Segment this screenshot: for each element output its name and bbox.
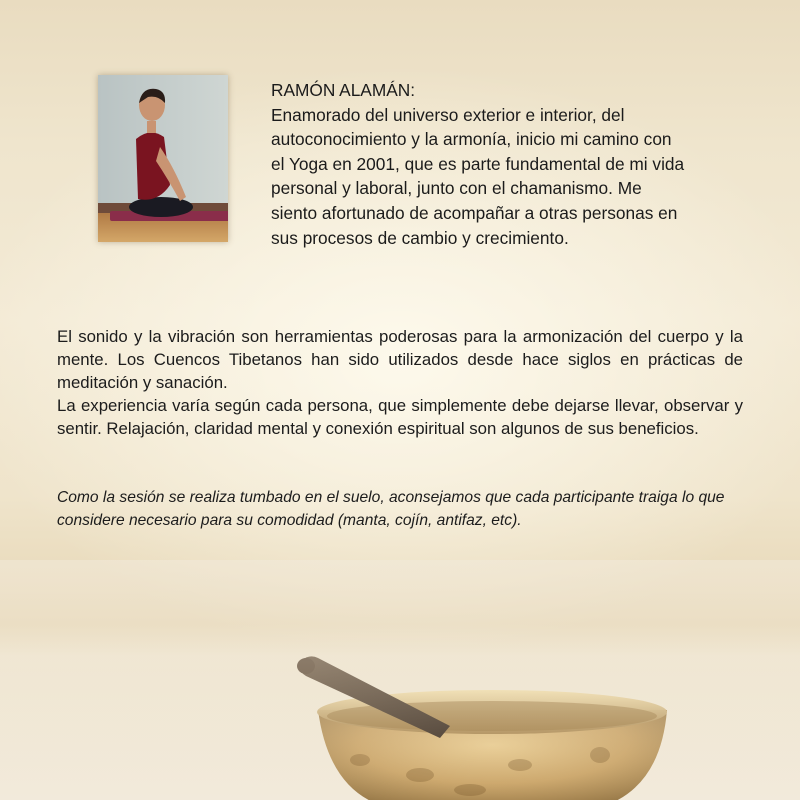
bio-line: autoconocimiento y la armonía, inicio mi camino con	[271, 129, 672, 150]
bio-line: Enamorado del universo exterior e interior, del	[271, 104, 625, 125]
bio-line: siento afortunado de acompañar a otras personas en	[271, 202, 678, 223]
tibetan-bowl-icon	[0, 560, 800, 800]
instructor-name: RAMÓN ALAMÁN:	[271, 80, 416, 100]
instructor-bio	[271, 78, 741, 250]
instructor-photo	[98, 75, 228, 242]
description-paragraph: El sonido y la vibración son herramientas poderosas para la armonización del cuerpo y la mente. Los Cuencos Tibetanos han sido utilizados desde hace siglos en prácticas de meditación y sanación.	[57, 327, 743, 392]
bio-line: sus procesos de cambio y crecimiento.	[271, 227, 569, 248]
session-note	[57, 486, 757, 532]
description-paragraph: La experiencia varía según cada persona, que simplemente debe dejarse llevar, observar y sentir. Relajación, claridad mental y conexión espiritual son algunos de sus beneficios.	[57, 396, 743, 438]
description-text	[57, 325, 743, 440]
singing-bowl-image	[0, 560, 800, 800]
bio-line: el Yoga en 2001, que es parte fundamental de mi vida	[271, 153, 685, 174]
session-note-text: Como la sesión se realiza tumbado en el suelo, aconsejamos que cada participante traiga lo que considere necesario para su comodidad (manta, cojín, antifaz, etc).	[57, 489, 725, 529]
bio-line: personal y laboral, junto con el chamanismo. Me	[271, 178, 642, 199]
meditating-person-image	[98, 75, 228, 242]
